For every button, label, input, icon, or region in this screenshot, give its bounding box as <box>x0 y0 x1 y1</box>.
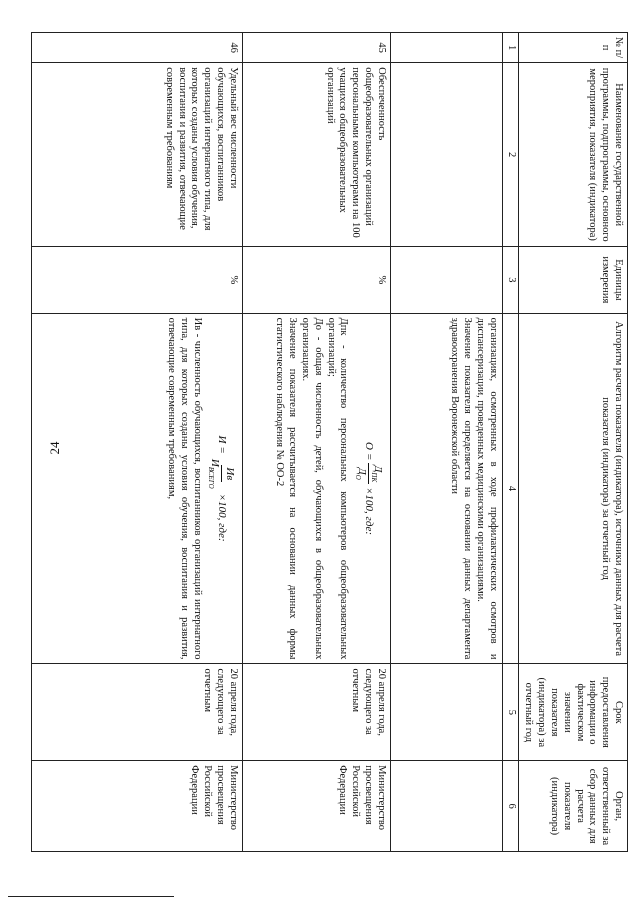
algorithm-cell <box>390 313 502 664</box>
column-number: 3 <box>502 247 518 314</box>
indicator-name: Обеспеченность общеобразовательных организаций персональными компьютерами на 100 учащихся общеобразовательных организаций <box>242 63 390 247</box>
formula-denominator: Д <box>356 467 369 475</box>
formula-fraction <box>207 457 236 491</box>
algorithm-text: организациях, осмотренных в ходе профилактических осмотров и диспансеризации, проведенных медицинскими организациями. <box>475 317 499 660</box>
algorithm-text: До - общая численность детей, обучающихся в общеобразовательных организациях. <box>300 317 324 660</box>
header-number: № п/п <box>518 33 627 63</box>
algorithm-cell <box>242 313 390 664</box>
deadline-cell: 20 апреля года, следующего за отчетным <box>32 664 243 761</box>
formula-denominator: И <box>209 458 222 467</box>
unit-cell: % <box>32 247 243 314</box>
formula-denominator-sub: ВСЕГО <box>207 466 216 489</box>
row-number: 45 <box>242 33 390 63</box>
algorithm-text: Значение показателя рассчитывается на основании данных формы статистического наблюдения № ОО-2 <box>274 317 299 660</box>
formula-lhs: О <box>363 442 376 450</box>
header-organ: Орган, ответственный за сбор данных для расчета показателя (индикатора) <box>518 761 627 852</box>
row-number: 46 <box>32 33 243 63</box>
column-number: 2 <box>502 63 518 247</box>
formula-lhs: И <box>215 435 228 444</box>
organ-cell: Министерство просвещения Российской Федерации <box>242 761 390 852</box>
formula-numerator: Ив <box>223 467 236 481</box>
deadline-cell: 20 апреля года, следующего за отчетным <box>242 664 390 761</box>
header-name: Наименование государственной программы, подпрограммы, основного мероприятия, показателя (индикатора) <box>518 63 627 247</box>
formula: И = Ив $И_{ВСЕГО}$ ×100, где: <box>207 435 236 542</box>
unit-cell: % <box>242 247 390 314</box>
formula-numerator: Д <box>371 465 384 473</box>
formula-denominator-sub: О <box>353 474 362 480</box>
footnote-divider <box>8 896 174 897</box>
column-number: 4 <box>502 313 518 664</box>
algorithm-cell <box>32 313 243 664</box>
indicator-table <box>31 32 628 852</box>
formula-tail: ×100, где: <box>363 487 376 536</box>
column-number: 1 <box>502 33 518 63</box>
page-number: 24 <box>47 441 62 455</box>
header-unit: Единицы измерения <box>518 247 627 314</box>
indicator-name: Удельный вес численности обучающихся, воспитанников организаций интернатного типа, для которых созданы условия обучения, воспитания и развития, отвечающие современным требованиям <box>32 63 243 247</box>
column-number: 6 <box>502 761 518 852</box>
algorithm-text: Значение показателя определяется на основании данных департамента здравоохранения Воронежской области <box>449 317 474 660</box>
formula: О = $Д_{ПК}$ $Д_О$ ×100, где: <box>353 442 384 536</box>
table-row-45 <box>242 33 390 852</box>
formula-tail: ×100, где: <box>215 493 228 542</box>
formula-fraction <box>353 463 383 484</box>
table-row-continued <box>390 33 502 852</box>
organ-cell: Министерство просвещения Российской Федерации <box>32 761 243 852</box>
table-row-46 <box>32 33 243 852</box>
algorithm-text: Ив - численность обучающихся, воспитанников организаций интернатного типа, для которых созданы условия обучения, воспитания и развития, отвечающие современным требованиям, <box>166 317 203 660</box>
header-deadline: Срок предоставления информации о фактическом значении показателя (индикатора) за отчетный год <box>518 664 627 761</box>
column-number: 5 <box>502 664 518 761</box>
formula-numerator-sub: ПК <box>369 472 378 483</box>
header-algorithm: Алгоритм расчета показателя (индикатора), источники данных для расчета показателя (индикатора) за отчетный год <box>518 313 627 664</box>
rotated-table-wrapper <box>31 32 628 852</box>
algorithm-text: Дпк - количество персональных компьютеров общеобразовательных организаций; <box>325 317 350 660</box>
